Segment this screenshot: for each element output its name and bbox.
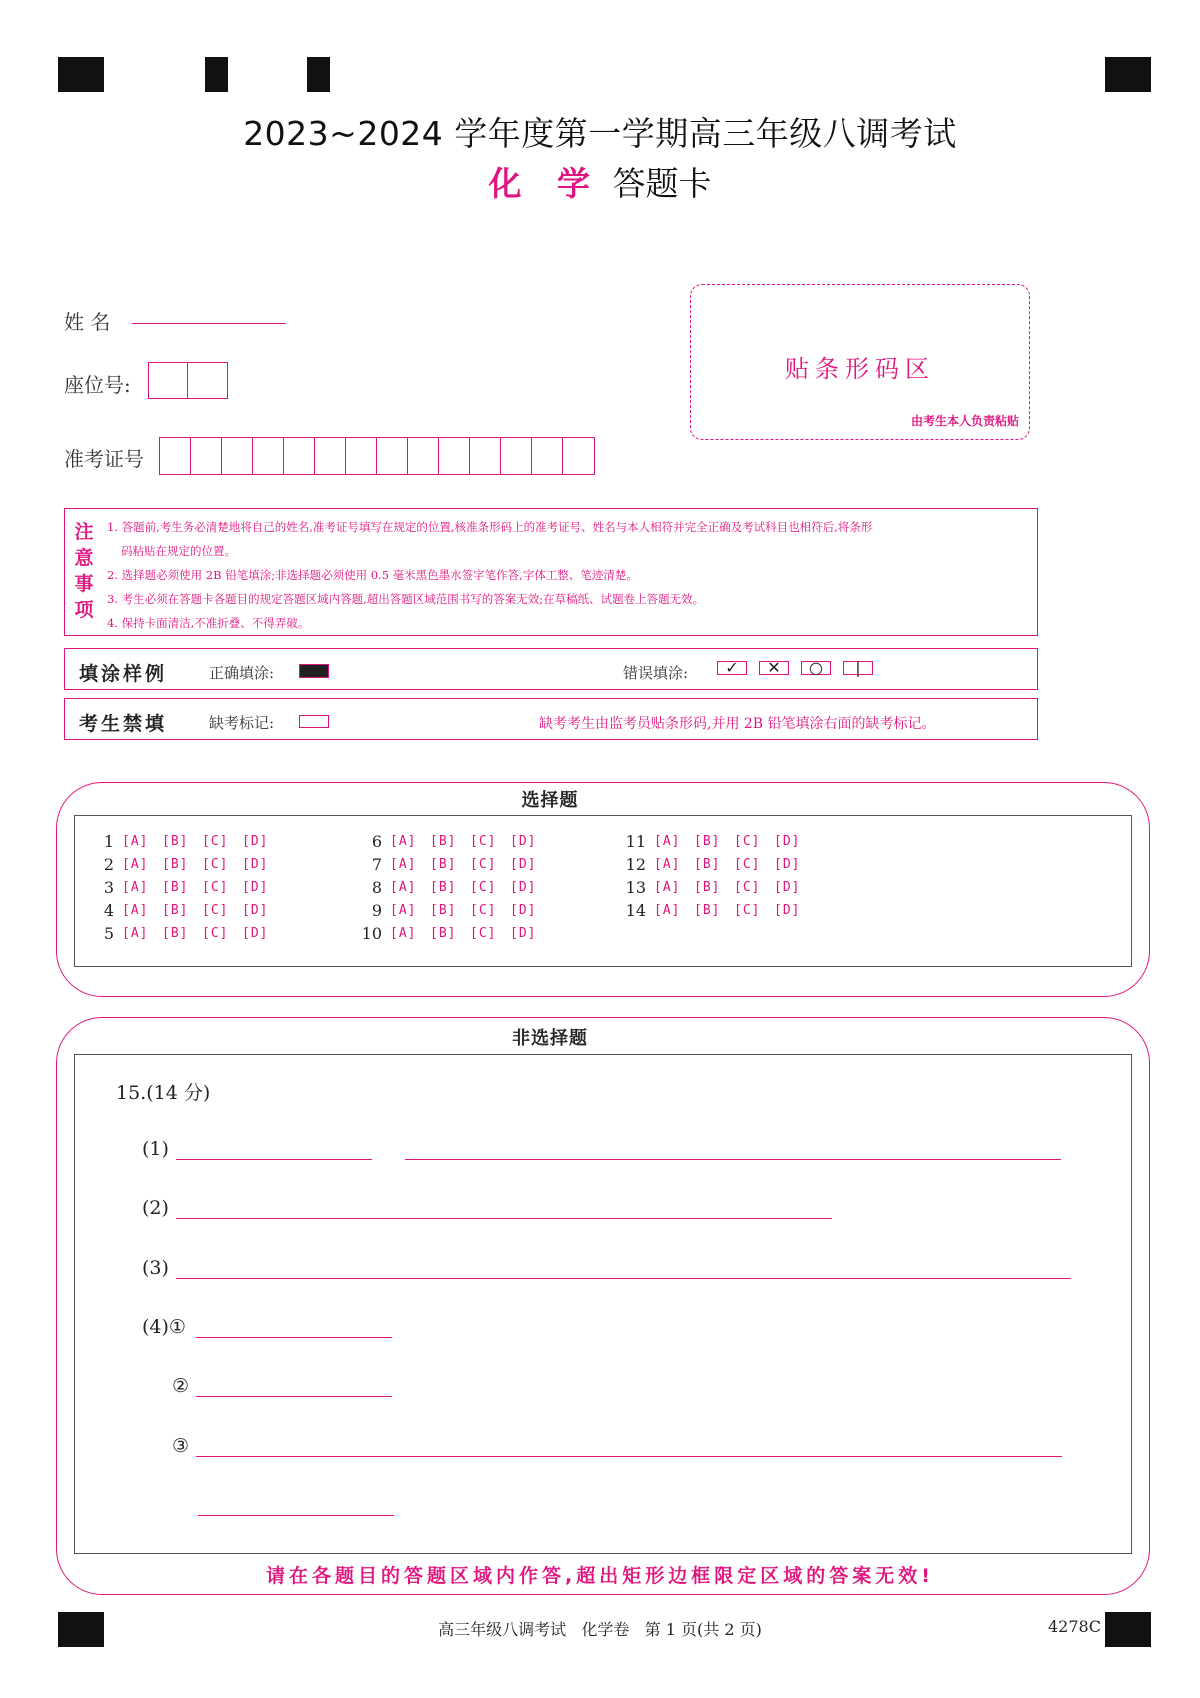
notes-heading [73,519,95,623]
part-label: ③ [172,1435,190,1457]
question-number: 11 [625,831,646,851]
choice-question [356,853,550,875]
part-label: (3) [142,1257,169,1279]
notes-item: 2. 选择题必须使用 2B 铅笔填涂;非选择题必须使用 0.5 毫米黑色墨水签字笔作答,字体工整、笔迹清楚。 [107,568,638,582]
choice-question [88,899,282,921]
answer-option[interactable]: [B] [162,833,189,849]
answer-option[interactable]: [A] [122,925,149,941]
notes-item: 1. 答题前,考生务必清楚地将自己的姓名,准考证号填写在规定的位置,核准条形码上的准考证号、姓名与本人相符并完全正确及考试科目也相符后,将条形 [107,520,873,534]
answer-option[interactable]: [C] [470,925,497,941]
footer-code: 4278C [1048,1617,1101,1636]
alignment-mark [1105,57,1151,92]
choice-heading: 选择题 [521,790,579,811]
answer-option[interactable]: [A] [390,902,417,918]
digit-box[interactable] [253,438,284,474]
answer-option[interactable]: [C] [202,856,229,872]
wrong-fill-label: 错误填涂: [623,664,689,682]
correct-fill-mark [299,664,329,678]
part-label: ② [172,1375,190,1397]
card-type-label: 答题卡 [612,164,712,203]
alignment-mark [58,57,104,92]
notes-item: 3. 考生必须在答题卡各题目的规定答题区域内答题,超出答题区域范围书写的答案无效;在草稿纸、试题卷上答题无效。 [107,592,705,606]
notes-box [64,508,1038,636]
digit-box[interactable] [191,438,222,474]
digit-box[interactable] [284,438,315,474]
answer-line[interactable] [196,1337,392,1338]
choice-question [88,876,282,898]
answer-option[interactable]: [A] [122,879,149,895]
answer-option[interactable]: [C] [734,902,761,918]
digit-box[interactable] [563,438,594,474]
answer-option[interactable]: [C] [470,902,497,918]
choice-question [620,830,814,852]
answer-option[interactable]: [A] [122,833,149,849]
answer-option[interactable]: [B] [430,856,457,872]
page-subtitle [0,158,1200,205]
alignment-mark [307,57,330,92]
answer-option[interactable]: [B] [430,879,457,895]
answer-option[interactable]: [C] [734,856,761,872]
name-label: 姓 名 [64,310,111,334]
answer-option[interactable]: [C] [470,879,497,895]
answer-option[interactable]: [A] [654,879,681,895]
question-number: 12 [625,854,646,874]
answer-option[interactable]: [D] [510,856,537,872]
answer-option[interactable]: [B] [694,833,721,849]
answer-line[interactable] [176,1159,372,1160]
wrong-fill-mark: | [843,661,873,675]
answer-option[interactable]: [B] [162,902,189,918]
question-number: 8 [371,877,382,897]
notes-item: 码粘贴在规定的位置。 [121,544,236,558]
answer-option[interactable]: [D] [774,902,801,918]
notes-list [107,515,1027,635]
answer-option[interactable]: [A] [122,856,149,872]
answer-option[interactable]: [D] [242,856,269,872]
answer-line[interactable] [196,1456,1062,1457]
answer-option[interactable]: [C] [202,902,229,918]
exam-id-label: 准考证号 [64,447,144,471]
answer-option[interactable]: [B] [162,856,189,872]
wrong-fill-mark: ○ [801,661,831,675]
answer-option[interactable]: [B] [694,879,721,895]
answer-option[interactable]: [A] [654,833,681,849]
absent-mark-label: 缺考标记: [209,714,275,732]
notes-heading-char: 注 [74,521,94,543]
answer-option[interactable]: [D] [242,879,269,895]
answer-option[interactable]: [C] [470,856,497,872]
digit-box[interactable] [346,438,377,474]
answer-option[interactable]: [A] [390,925,417,941]
digit-box[interactable] [149,363,188,398]
alignment-mark [205,57,228,92]
choice-question [356,876,550,898]
wrong-fill-mark: ✕ [759,661,789,675]
answer-option[interactable]: [B] [162,925,189,941]
choice-question [88,922,282,944]
choice-question [356,830,550,852]
answer-line[interactable] [176,1218,832,1219]
question-number: 2 [103,854,114,874]
answer-option[interactable]: [C] [202,879,229,895]
choice-question [620,899,814,921]
answer-option[interactable]: [A] [390,856,417,872]
answer-option[interactable]: [D] [774,833,801,849]
digit-box[interactable] [315,438,346,474]
barcode-area-note: 由考生本人负责粘贴 [910,414,1019,428]
digit-box[interactable] [439,438,470,474]
part-label: (1) [142,1138,169,1160]
answer-option[interactable]: [A] [390,879,417,895]
barcode-area [690,284,1030,440]
seat-number-boxes[interactable] [148,362,228,399]
part-label: (2) [142,1197,169,1219]
digit-box[interactable] [501,438,532,474]
choice-question [88,830,282,852]
choice-question [356,922,550,944]
proctor-heading: 考生禁填 [79,713,168,735]
choice-question [620,853,814,875]
name-field[interactable] [132,322,286,324]
answer-area-warning: 请在各题目的答题区域内作答,超出矩形边框限定区域的答案无效! [266,1565,934,1587]
absent-mark-box[interactable] [299,715,329,728]
question-number: 5 [103,923,114,943]
notes-heading-char: 项 [74,599,94,621]
subject-label: 化 学 [488,164,602,203]
answer-option[interactable]: [D] [242,902,269,918]
nonchoice-frame [74,1054,1132,1554]
answer-option[interactable]: [B] [162,879,189,895]
answer-option[interactable]: [B] [694,856,721,872]
digit-box[interactable] [532,438,563,474]
answer-option[interactable]: [D] [774,856,801,872]
answer-option[interactable]: [D] [774,879,801,895]
digit-box[interactable] [160,438,191,474]
question-15-label: 15.(14 分) [116,1082,211,1104]
answer-line[interactable] [176,1278,1071,1279]
question-number: 1 [103,831,114,851]
wrong-fill-marks [717,658,873,677]
fill-example-box [64,648,1038,690]
wrong-fill-mark: ✓ [717,661,747,675]
answer-option[interactable]: [B] [694,902,721,918]
answer-option[interactable]: [D] [242,925,269,941]
answer-option[interactable]: [A] [390,833,417,849]
choice-question [620,876,814,898]
fill-example-heading: 填涂样例 [79,663,168,685]
question-number: 10 [361,923,382,943]
answer-option[interactable]: [C] [734,833,761,849]
notes-heading-char: 事 [74,573,94,595]
proctor-instruction: 缺考考生由监考员贴条形码,并用 2B 铅笔填涂右面的缺考标记。 [539,716,936,732]
digit-box[interactable] [408,438,439,474]
proctor-box [64,698,1038,740]
choice-question [356,899,550,921]
answer-option[interactable]: [C] [202,925,229,941]
answer-line[interactable] [198,1515,394,1516]
answer-option[interactable]: [C] [202,833,229,849]
correct-fill-label: 正确填涂: [209,664,275,682]
answer-option[interactable]: [A] [654,902,681,918]
digit-box[interactable] [377,438,408,474]
exam-id-boxes[interactable] [159,437,595,475]
digit-box[interactable] [222,438,253,474]
question-number: 13 [625,877,646,897]
digit-box[interactable] [188,363,227,398]
answer-option[interactable]: [D] [510,833,537,849]
answer-line[interactable] [196,1396,392,1397]
digit-box[interactable] [470,438,501,474]
answer-option[interactable]: [C] [734,879,761,895]
choice-question [88,853,282,875]
question-number: 6 [371,831,382,851]
notes-heading-char: 意 [74,547,94,569]
footer-info: 高三年级八调考试 化学卷 第 1 页(共 2 页) [438,1620,762,1639]
page-title: 2023~2024 学年度第一学期高三年级八调考试 [243,114,957,153]
question-number: 9 [371,900,382,920]
answer-line[interactable] [405,1159,1061,1160]
answer-option[interactable]: [C] [470,833,497,849]
notes-item: 4. 保持卡面清洁,不准折叠、不得弄破。 [107,616,310,630]
seat-label: 座位号: [64,373,131,397]
question-number: 14 [625,900,646,920]
answer-option[interactable]: [D] [510,925,537,941]
answer-option[interactable]: [D] [242,833,269,849]
answer-option[interactable]: [B] [430,902,457,918]
answer-option[interactable]: [A] [654,856,681,872]
question-number: 3 [103,877,114,897]
question-number: 4 [103,900,114,920]
answer-option[interactable]: [D] [510,902,537,918]
nonchoice-heading: 非选择题 [512,1028,588,1049]
barcode-area-title: 贴条形码区 [785,355,935,383]
answer-option[interactable]: [B] [430,925,457,941]
answer-option[interactable]: [B] [430,833,457,849]
question-number: 7 [371,854,382,874]
answer-option[interactable]: [A] [122,902,149,918]
answer-option[interactable]: [D] [510,879,537,895]
part-label: (4)① [142,1316,186,1338]
